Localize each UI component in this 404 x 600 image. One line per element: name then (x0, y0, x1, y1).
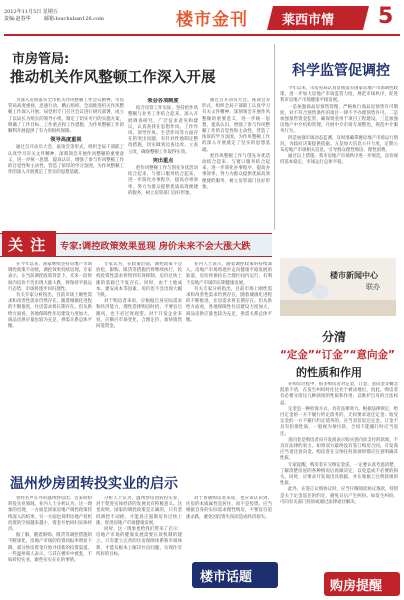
supervision-headline: 科学监管促调控 (292, 63, 390, 79)
supervision-paragraph: 今年以来，市房管局认真贯彻落实国家房地产市场调控政策，进一步加大房地产市场监管力度，规范市场秩序，促进我市房地产市场健康平稳发展。 (280, 86, 398, 104)
lead-paragraph: 通过召开动员大会、座谈会等形式，组织全局干部职工认真学习有关文件精神，深刻领会开展作风整顿的重要意义，进一步统一思想，提高认识，增强了参与作风整顿工作的自觉性和主动性，营造了浓厚的学习氛围，为作风整顿工作的深入开展奠定了坚实的思想基础。 (202, 98, 270, 153)
analysis-paragraph: 专家提醒，购房者在交纳定金前，一定要认真考虑清楚，了解清楚房屋的各种情况后再做决定，以免造成不必要的损失。同时，应要求开发商出具收据，并在收据上注明款项的性质。 (280, 462, 398, 487)
analysis-body (280, 382, 398, 568)
lead-column-1 (8, 98, 124, 226)
analysis-quote-2: “订金” (314, 349, 350, 361)
focus-column-3 (186, 262, 272, 468)
wenzhou-paragraph: 据了解，随着限购、限贷等调控措施的不断深化，房地产市场的投资回报率明显下降，部分炒房资金开始寻找新的投资渠道。一些温州商人表示，与其在楼市中被套，不如转投实业，做些实实在在的事情。 (8, 533, 92, 564)
lead-column-3 (202, 98, 270, 226)
column-divider (274, 44, 275, 230)
lead-paragraph: 把作风整顿工作与创先争优活动结合起来，与窗口服务结合起来，进一步简化办事程序，提高办事效率，努力为群众提供优质高效便捷的服务，树立房管部门良好形象。 (202, 153, 270, 190)
wenzhou-paragraph: 曾经名声在外的温州炒房团，近来纷纷转投实业领域。业内人士分析认为，这一现象的出现，一方面是国家房地产调控政策持续深入的结果，另一方面也说明房地产投机投资的空间越来越小，资金开始回归实体经济。 (8, 496, 92, 533)
lead-headline: 推动机关作风整顿工作深入开展 (10, 70, 216, 86)
wenzhou-column-1 (8, 496, 92, 596)
analysis-paragraph: 在购房过程中，很多购房者对定金、订金、意向金等概念混淆不清，在发生纠纷时往往处于被动地位。因此，购房者有必要分清这几种款项的性质和作用，以维护自身的合法权益。 (280, 382, 398, 406)
wenzhou-paragraph: 同时，这一现象也给我们带来了启示：房地产市场的健康发展需要长效机制的建立。只有建立完善的住房保障体系和市场体系，才能从根本上解决住房问题，实现住有所居的目标。 (96, 527, 182, 557)
lead-subhead: 突出重点 (152, 157, 174, 164)
wenzhou-paragraph: 分析人士认为，温州炒房团转投实业，对于促进实体经济的发展具有积极意义。这也说明，国家的调控政策是正确的，只有坚持调控不动摇，才能真正遏制房价过快上涨，促进房地产市场健康发展。 (96, 496, 182, 526)
supervision-paragraph: 一是加强商品房预售管理，严格执行商品房预售许可制度，对不符合预售条件的项目一律不予办理预售许可。二是加强预售资金监管，确保资金用于项目工程建设。三是加强房地产中介机构管理，开展中介市场专项整治，规范中介服务行为。 (280, 104, 398, 135)
banner-circle-small (312, 284, 328, 300)
analysis-paragraph: 定金是一种担保方式，具有法律效力。根据法律规定，给付定金的一方不履行约定债务的，无权要求返还定金；收受定金的一方不履行约定债务的，应当双倍返还定金。订金不具有担保性质，一般视为预付款，合同不能履行时应当返还。 (280, 406, 398, 437)
analysis-paragraph: 此外，在签订认购协议时，应当仔细阅读协议条款，特别是关于定金返还的约定，避免日后产生纠纷。如发生纠纷，可向有关部门投诉或通过法律途径解决。 (280, 487, 398, 505)
analysis-headline-pre: 分清 (322, 330, 347, 344)
page-number: 5 (378, 4, 394, 29)
focus-paragraph: 有关专家分析指出，目前市场上刚性需求和改善性需求仍然存在，随着城镇化进程的不断推进，住房需求将长期存在。但从供给方面看，各地保障性住房建设力度加大，商品房供应量也较为充足，供需关系总体平衡。 (8, 293, 92, 330)
focus-column-2 (96, 262, 182, 468)
focus-label: 关 注 (8, 236, 47, 254)
focus-paragraph: 在今年以来，国家继续坚持房地产市场调控政策不动摇，调控效果持续显现。专家表示，在当前调控政策背景下，未来一段时间内房价不会出现大涨大跌，将保持平稳运行态势，市场将逐步回归理性。 (8, 262, 92, 292)
lead-subhead: 领会各项制度 (147, 98, 179, 104)
wenzhou-paragraph: 对于普通购房者来说，也应该认识到，住房的本质属性是居住，而不是投资。应当根据自身的实际需求理性购房，不要盲目追涨杀跌，避免因投资失误而造成经济损失。 (186, 496, 272, 520)
analysis-quote-3: “意向金” (349, 349, 395, 361)
topic-tag: 楼市话题 (200, 570, 253, 585)
analysis-headline-post: 的性质和作用 (296, 366, 362, 379)
focus-paragraph: 有关专家分析指出，目前市场上刚性需求和改善性需求仍然存在，随着城镇化进程的不断推进，住房需求将长期存在。但从供给方面看，各地保障性住房建设力度加大，商品房供应量也较为充足，供需关系总体平衡。 (186, 286, 272, 323)
masthead (0, 0, 404, 40)
banner-circle (288, 266, 316, 294)
focus-paragraph: 业内人士表示，随着调控政策的持续深入，房地产市场将逐步走向健康平稳发展的轨道，房价将保持在合理区间内运行，有利于房地产市场的长期健康发展。 (186, 262, 272, 286)
lead-column-2 (128, 98, 198, 226)
wenzhou-column-2 (96, 496, 182, 596)
supervision-paragraph: 通过以上措施，我市房地产市场秩序进一步规范，房价保持基本稳定，市场运行总体平稳。 (280, 154, 398, 166)
lead-subhead: 领导高度重视 (50, 137, 82, 144)
supervision-body (280, 86, 398, 228)
masthead-editor: 责编:赵春华 (4, 16, 31, 22)
focus-headline: 专家:调控政策效果显现 房价未来不会大涨大跌 (60, 241, 251, 252)
focus-column-1 (8, 262, 92, 468)
lead-kicker: 市房管局: (12, 52, 70, 67)
masthead-contact: 邮箱:louchuban126.com (44, 16, 104, 22)
masthead-date: 2012年11月5日 星期五 (4, 9, 58, 15)
reminder-tag: 购房提醒 (330, 579, 383, 594)
news-center-title: 楼市新闻中心 (330, 271, 378, 280)
lead-paragraph: 结合房管工作实际，坚持把作风整顿与业务工作结合起来，深入开展调查研究，广泛征求意见和建议，认真查找在思想作风、工作作风、领导作风、生活作风等方面存在的突出问题，有针对性地制定整改措施，切实做到边查边改、立查立改，确保整顿工作取得实效。 (128, 106, 198, 155)
wenzhou-column-3 (186, 496, 272, 556)
focus-paragraph: 专家认为，在政策层面，调控政策不会放松，限购、限贷等措施仍将继续执行，投机投资性需求将得到有效抑制，房价过快上涨的基础已不复存在。同时，由于土地成本、建安成本等因素，房价也不会出现大幅下跌。 (96, 262, 182, 299)
analysis-headline-quotes (280, 347, 400, 362)
wenzhou-headline: 温州炒房团转投实业的启示 (10, 476, 178, 492)
news-center-sub: 联办 (366, 283, 380, 291)
masthead-rule (4, 34, 400, 36)
masthead-section: 莱西市情 (282, 13, 335, 28)
analysis-paragraph: 意向金是购房者向开发商表示购买意向而支付的款项，不具有法律约束力。如果双方最终没有签订购房合同，开发商应当退还意向金。购房者在交纳任何款项时都应注意明确其性质。 (280, 437, 398, 462)
banner-accent (280, 300, 396, 316)
lead-paragraph: 通过召开动员大会、座谈会等形式，组织全局干部职工认真学习有关文件精神，深刻领会开展作风整顿的重要意义，进一步统一思想，提高认识，增强了参与作风整顿工作的自觉性和主动性，营造了浓厚的学习氛围，为作风整顿工作的深入开展奠定了坚实的思想基础。 (8, 145, 124, 176)
analysis-quote-1: “定金” (280, 349, 315, 361)
lead-paragraph: 为深入贯彻落实全市机关作风整顿工作会议精神，市房管局高度重视，迅速行动，精心组织，全面推进机关作风整顿工作深入开展。局党组专门召开会议进行研究部署，成立了以局长为组长的领导小组，制定了切实可行的实施方案，明确了工作目标、工作重点和工作措施，为作风整顿工作的顺利开展提供了有力的组织保障。 (8, 98, 124, 135)
focus-paragraph: 对于购房者来说，应根据自身实际需求和经济能力，理性选择购房时机，不要盲目跟风，也不必过度观望。对于开发企业来说，应顺应市场变化，合理定价，加快销售回笼资金。 (96, 299, 182, 330)
masthead-logo: 楼市金刊 (176, 10, 248, 30)
lead-paragraph: 把作风整顿工作与创先争优活动结合起来，与窗口服务结合起来，进一步简化办事程序，提高办事效率，努力为群众提供优质高效便捷的服务，树立房管部门良好形象。 (128, 166, 198, 196)
supervision-paragraph: 四是加强市场动态监测，及时准确掌握房地产市场运行情况，为政府决策提供依据。五是加大信息公开力度，定期公布房地产市场相关信息，引导群众理性购房、理性消费。 (280, 135, 398, 154)
